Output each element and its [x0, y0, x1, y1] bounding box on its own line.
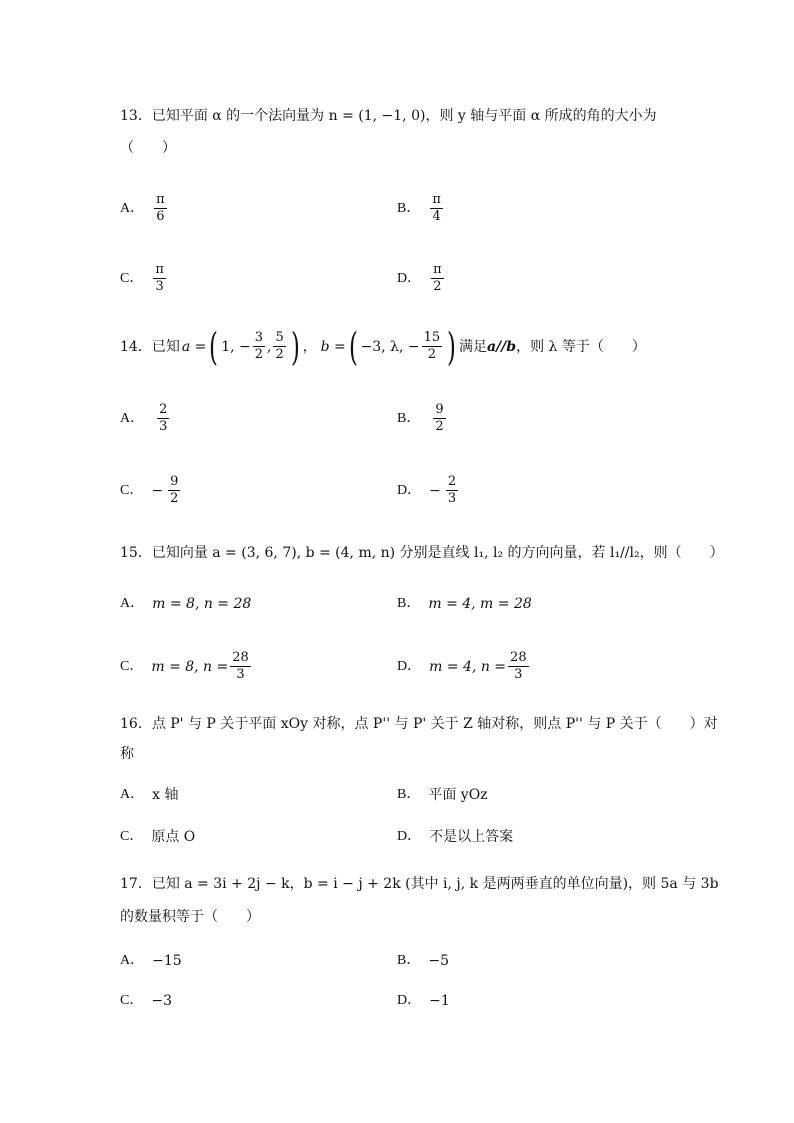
option-label: C． [120, 482, 144, 498]
q17-stem-line1: 17．已知 a = 3i + 2j − k，b = i − j + 2k (其中 i, j, k 是两两垂直的单位向量)，则 5a 与 3b [120, 876, 719, 892]
numerator: 28 [510, 650, 527, 665]
option-label: D． [397, 829, 422, 844]
q16-option-d [397, 827, 513, 847]
q16-stem-line2: 称 [120, 746, 134, 762]
option-label: A． [120, 596, 145, 611]
q14-suffix1: 满足 [458, 338, 487, 355]
fraction [230, 650, 251, 683]
q17-stem-line2: 的数量积等于（ ） [120, 909, 260, 925]
paren-open: ( [209, 324, 219, 369]
denominator: 2 [435, 419, 444, 434]
sign: − [151, 482, 164, 499]
option-text: m = 4, m = 28 [428, 596, 532, 612]
denominator: 6 [156, 209, 165, 224]
q17-option-b [397, 951, 449, 971]
fraction [253, 330, 265, 363]
option-label: C． [120, 993, 144, 1008]
q16-stem-line1: 16．点 P' 与 P 关于平面 xOy 对称，点 P'' 与 P' 关于 Z 轴对称，则点 P'' 与 P 关于（ ）对 [120, 716, 718, 732]
fraction [431, 262, 444, 295]
q15-option-d [397, 650, 531, 683]
paren-close: ) [290, 324, 300, 369]
q14-stem [120, 324, 646, 369]
option-label: B． [397, 596, 421, 611]
option-label: A． [120, 200, 145, 216]
q14-option-b [397, 402, 448, 435]
option-label: D． [397, 270, 422, 286]
fraction [446, 474, 458, 507]
option-text: −15 [152, 953, 182, 969]
q15-option-b [397, 594, 532, 614]
option-label: B． [397, 410, 421, 426]
option-label: C． [120, 658, 144, 674]
q13-option-c [120, 262, 168, 295]
q17-option-a [120, 951, 182, 971]
option-text: m = 4, n = [429, 658, 507, 675]
denominator: 3 [447, 491, 457, 506]
q15-stem: 15．已知向量 a = (3, 6, 7), b = (4, m, n) 分别是直线 l₁, l₂ 的方向向量，若 l₁//l₂，则（ ） [120, 545, 724, 561]
option-label: D． [397, 482, 422, 498]
option-label: D． [397, 658, 422, 674]
denominator: 4 [432, 209, 441, 224]
numerator: 28 [232, 650, 249, 665]
q14-option-c [120, 474, 182, 507]
option-text: x 轴 [152, 787, 179, 803]
option-text: m = 8, n = 28 [152, 596, 252, 612]
parallel-condition: a//b [486, 338, 517, 355]
option-label: B． [397, 787, 421, 802]
denominator: 2 [275, 347, 284, 362]
q13-option-d [397, 262, 446, 295]
option-text: 平面 yOz [428, 787, 488, 803]
q15-option-c [120, 650, 253, 683]
numerator: 9 [435, 402, 444, 417]
fraction [508, 650, 529, 683]
numerator: π [155, 262, 164, 277]
numerator: 2 [447, 474, 457, 489]
paren-open: ( [348, 324, 358, 369]
option-label: A． [120, 953, 145, 968]
numerator: 9 [170, 474, 179, 489]
q15-option-a [120, 594, 251, 614]
numerator: 15 [423, 330, 441, 345]
numerator: 3 [254, 330, 264, 345]
q17-option-c [120, 991, 172, 1011]
denominator: 2 [170, 491, 179, 506]
denominator: 2 [433, 279, 442, 294]
fraction [157, 402, 169, 435]
fraction [430, 192, 443, 225]
numerator: π [433, 262, 442, 277]
option-label: A． [120, 410, 145, 426]
option-label: A． [120, 787, 145, 802]
numerator: π [156, 192, 165, 207]
q17-option-d [397, 991, 450, 1011]
sign: − [429, 482, 441, 499]
denominator: 2 [427, 347, 437, 362]
numerator: 2 [159, 402, 168, 417]
q14-prefix: 14．已知 [120, 338, 180, 355]
q14-option-d [397, 474, 460, 507]
denominator: 3 [514, 667, 523, 682]
denominator: 3 [155, 279, 164, 294]
option-label: B． [397, 200, 421, 216]
fraction [273, 330, 285, 363]
numerator: π [432, 192, 441, 207]
vector-a-eq: a = [181, 338, 207, 355]
fraction [153, 262, 166, 295]
option-text: −5 [428, 953, 449, 969]
paren-close: ) [447, 324, 457, 369]
fraction [154, 192, 167, 225]
fraction [422, 330, 443, 363]
vector-b-first: −3, λ, − [360, 338, 420, 355]
q14-option-a [120, 402, 171, 435]
option-text: 不是以上答案 [429, 829, 514, 845]
q13-option-a [120, 192, 169, 225]
option-text: −1 [429, 993, 450, 1009]
option-label: C． [120, 829, 144, 844]
fraction [168, 474, 180, 507]
vector-b-eq: b = [320, 338, 346, 355]
option-label: C． [120, 270, 144, 286]
option-label: B． [397, 953, 421, 968]
option-text: −3 [151, 993, 172, 1009]
denominator: 3 [159, 419, 168, 434]
q16-option-a [120, 785, 178, 805]
numerator: 5 [275, 330, 284, 345]
option-label: D． [397, 993, 422, 1008]
denominator: 3 [236, 667, 245, 682]
denominator: 2 [254, 347, 264, 362]
separator: ， [302, 338, 317, 355]
q13-answer-paren: （ ） [120, 140, 176, 156]
vector-a-first: 1, − [221, 338, 251, 355]
option-text: 原点 O [151, 829, 196, 845]
q13-stem: 13．已知平面 α 的一个法向量为 n = (1, −1, 0)，则 y 轴与平面 α 所成的角的大小为 [120, 108, 657, 124]
q16-option-b [397, 785, 488, 805]
q16-option-c [120, 827, 195, 847]
q14-suffix2: ，则 λ 等于（ ） [516, 338, 646, 355]
comma: , [267, 338, 272, 355]
option-text: m = 8, n = [151, 658, 229, 675]
q13-option-b [397, 192, 445, 225]
fraction [433, 402, 445, 435]
